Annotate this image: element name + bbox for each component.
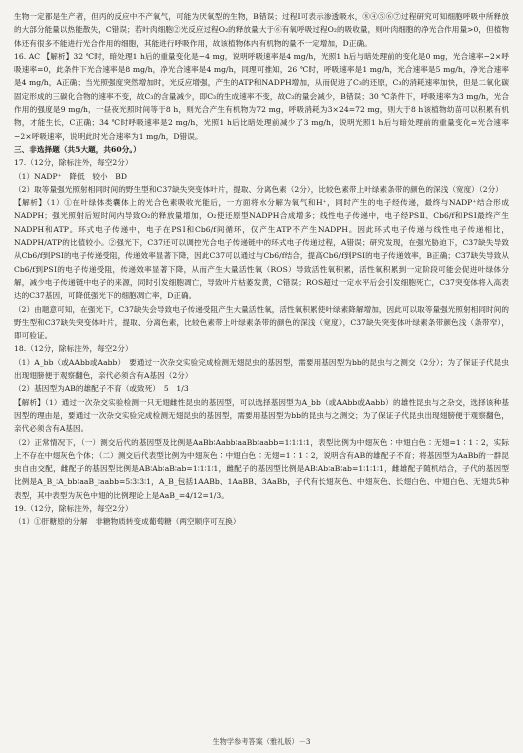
question-18-answer-2: （2）基因型为AB的雄配子不育（或致死） 5 1/3 xyxy=(14,384,189,394)
question-19-answer-1: （1）①肝糖原的分解 非糖物质转变成葡萄糖（两空顺序可互换） xyxy=(14,517,241,527)
question-17-analysis-2: （2）由题意可知，在强光下，C37缺失会导致电子传递受阻产生大量活性氧，活性氧积累使叶绿素降解增加，因此可以取等量强光照射相同时间的野生型和C37缺失突变体叶片，提取、分离色素，比较色素带上叶绿素条带的颜色的深浅（宽度），C37缺失突变体叶绿素条带颜色浅（条带窄），即可验证。 xyxy=(14,304,509,341)
question-17-answer-1: （1）NADP⁺ 降低 较小 BD xyxy=(14,171,128,181)
question-17-header: 17.（12分，除标注外，每空2分） xyxy=(14,158,133,168)
section-heading: 三、非选择题（共5大题，共60分。） xyxy=(14,144,141,154)
question-18-header: 18.（12分，除标注外，每空2分） xyxy=(14,344,133,354)
question-18-analysis-2: （2）正常情况下，（一）测交后代的基因型及比例是AaBb∶Aabb∶aaBb∶aabb=1∶1∶1∶1，表型比例为中翅灰色∶中翅白色∶无翅=1∶1∶2，实际上不存在中翅灰色个体；（二）测交后代表型比例为中翅灰色∶中翅白色∶无翅=1∶1∶2，说明含有AB的雄配子不育；将基因型为AaBb的一群昆虫自由交配，雌配子的基因型比例是AB∶Ab∶aB∶ab=1∶1∶1∶1，雌配子的基因型比例是AB∶Ab∶aB∶ab=1∶1∶1∶1，雌雄配子随机结合，子代的基因型比例是A_B_∶A_bb∶aaB_∶aabb=5∶3∶3∶1，A_B_包括1AABb、1AaBB、3AaBb，子代有长翅灰色、中翅灰色、长翅白色、中翅白色、无翅共5种表型，其中表型为灰色中翅的比例理论上是AaB_=4/12=1/3。 xyxy=(14,437,509,500)
question-17-answer-2: （2）取等量强光照射相同时间的野生型和C37缺失突变体叶片，提取、分离色素（2分），比较色素带上叶绿素条带的颜色的深浅（宽度）（2分） xyxy=(14,184,503,194)
page-footer: 生物学参考答案（雅礼版）－3 xyxy=(212,737,311,746)
paragraph-15-cont: 生物一定都是生产者，但丙的反应中不产氧气，可能为厌氧型的生物，B错误；过程Ⅰ可表示渗透吸水，⑧④⑤⑥⑦过程研究可知细胞呼吸中所释放的大部分能量以热能散失，C错误；若叶肉细胞②光反应过程O₂的释放量大于⑥有氧呼吸过程O₂的吸收量，则叶肉细胞的净光合作用量>0，但植物体还有很多不能进行光合作用的细胞，其能进行呼吸作用，故该植物体内有机物的量不一定增加，D正确。 xyxy=(14,12,509,48)
question-19-header: 19.（12分，除标注外，每空2分） xyxy=(14,503,133,513)
question-17-analysis-1: 【解析】（1）①在叶绿体类囊体上的光合色素吸收光能后，一方面将水分解为氧气和H⁺，同时产生的电子经传递，最终与NADP⁺结合形成NADPH；强光照射后短时间内导致O₂的释放量增加，O₂使还原型NADPH合成增多；线性电子传递中，电子经PSⅡ、Cb6/f和PSⅠ最终产生NADPH和ATP。环式电子传递中，电子在PSⅠ和Cb6/f间循环，仅产生ATP不产生NADPH。因此环式电子传递与线性电子传递相比，NADPH/ATP的比值较小。②强光下，C37还可以调控光合电子传递链中的环式电子传递过程，A错误；研究发现，在强光胁迫下，C37缺失导致从Cb6/f到PSⅠ的电子传递受阻，传递效率显著下降，因此C37可以通过与Cb6/f结合，提高Cb6/f到PSⅠ的电子传递效率，B正确；C37缺失导致从Cb6/f到PSⅠ的电子传递受阻，传递效率显著下降，从而产生大量活性氧（ROS）导致活性氧积累，活性氧积累到一定阶段可能会促进叶绿体分解，减少电子传递链中电子的来源，同时引发细胞凋亡，导致叶片枯萎发黄，C错误；ROS超过一定水平后会引发细胞死亡，C37突变体将入高表达的C37基因，可降低强光下的细胞凋亡率，D正确。 xyxy=(14,198,509,301)
question-18-answer-1: （1）A_bb（或AAbb或Aabb） 要通过一次杂交实验完成检测无翅昆虫的基因型，需要用基因型为bb的昆虫与之测交（2分）；为了保证子代昆虫出现翅膀便于观察翻色，亲代必须含有A基因（2分） xyxy=(14,357,509,381)
paragraph-16: 16. AC 【解析】32 ℃时，暗处理1 h后的重量变化是−4 mg，说明呼吸速率是4 mg/h，光照1 h后与暗处理前的变化是0 mg，光合速率−2×呼吸速率=0，此条件下光合速率是8 mg/h，净光合速率是4 mg/h，同理可推知，26 ℃时，呼吸速率是1 mg/h，光合速率是5 mg/h，净光合速率是4 mg/h，A正确；当光照强度突然增加时，光反应增强，产生的ATP和NADPH增加，从而促进了C₃的还原，C₃的消耗速率加快，但是二氧化碳固定形成的三碳化合物的速率不变，故C₃的含量减少，即C₃的生成速率不变，故C₃的量会减少，B错误；30 ℃条件下，呼吸速率为3 mg/h，光合作用的强度是9 mg/h，一昼夜光照时间等于8 h，则光合产生有机物为72 mg，呼吸消耗为3×24=72 mg，则大于8 h该植物幼苗可以积累有机物，才能生长，C正确；34 ℃时呼吸速率是2 mg/h，光照1 h后比暗处理前减少了3 mg/h，说明光照1 h后与暗处理前的重量变化=光合速率−2×呼吸速率，说明此时光合速率为1 mg/h，D错误。 xyxy=(14,51,509,141)
question-18-analysis-1: 【解析】（1）通过一次杂交实验检测一只无翅雌性昆虫的基因型，可以选择基因型为A_bb（或AAbb或Aabb）的雄性昆虫与之杂交，选择该种基因型的理由是，要通过一次杂交实验完成检测无翅昆虫的基因型，需要用基因型为bb的昆虫与之测交；为了保证子代昆虫出现翅膀便于观察翻色，亲代必须含有A基因。 xyxy=(14,397,509,434)
